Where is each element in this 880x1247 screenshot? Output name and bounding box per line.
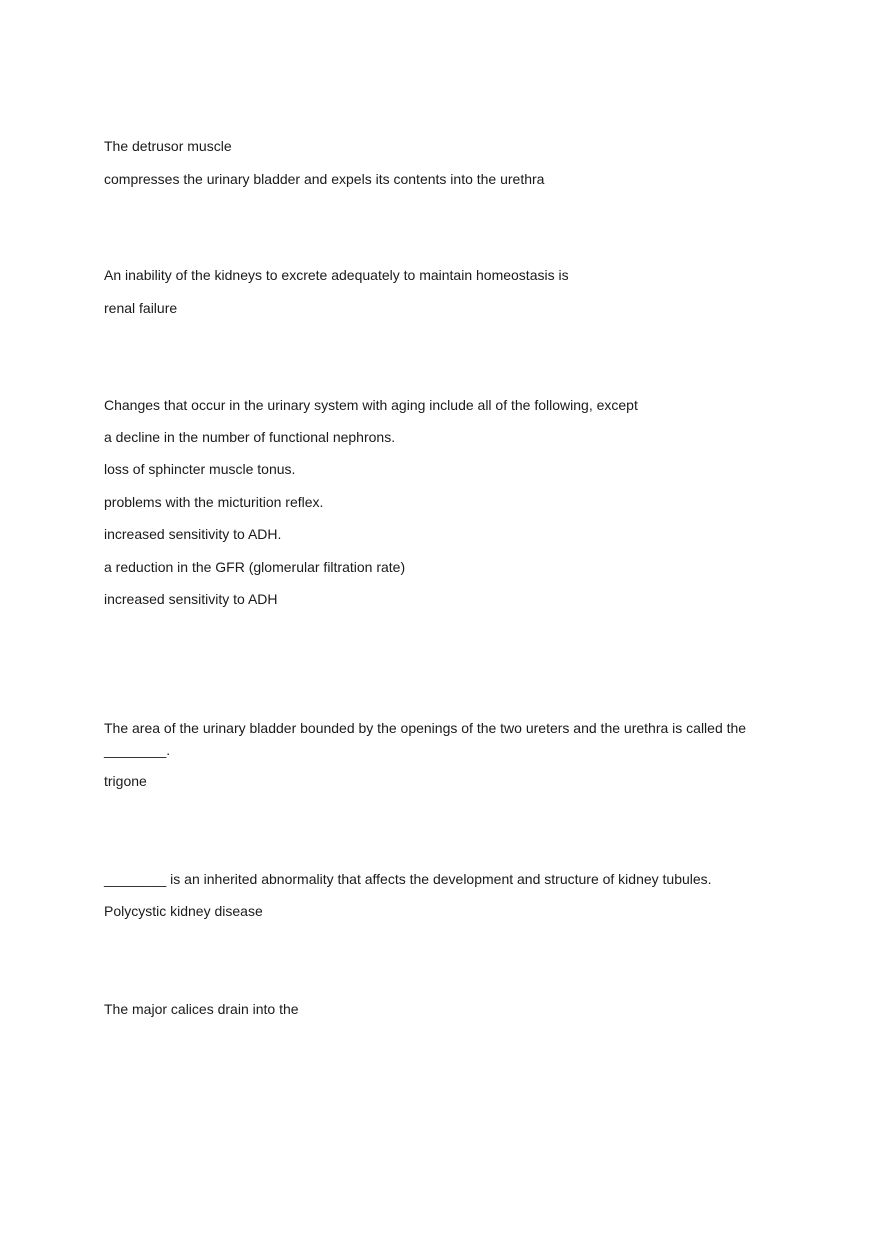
answer-option: a reduction in the GFR (glomerular filtration rate) <box>104 559 406 575</box>
answer-text: Polycystic kidney disease <box>104 903 263 919</box>
question-text: Changes that occur in the urinary system with aging include all of the following, except <box>104 397 638 413</box>
question-text: The area of the urinary bladder bounded by the openings of the two ureters and the urethra is called the ________. <box>104 720 747 758</box>
answer-option: a decline in the number of functional nephrons. <box>104 429 396 445</box>
answer-option: problems with the micturition reflex. <box>104 494 324 510</box>
answer-option: loss of sphincter muscle tonus. <box>104 461 296 477</box>
question-text: An inability of the kidneys to excrete adequately to maintain homeostasis is <box>104 267 569 283</box>
answer-text: trigone <box>104 773 147 789</box>
answer-option: increased sensitivity to ADH. <box>104 526 282 542</box>
answer-text: increased sensitivity to ADH <box>104 591 278 607</box>
answer-text: renal failure <box>104 300 178 316</box>
question-text: The major calices drain into the <box>104 1001 299 1017</box>
question-text: ________ is an inherited abnormality that affects the development and structure of kidney tubules. <box>104 871 712 887</box>
answer-text: compresses the urinary bladder and expels its contents into the urethra <box>104 171 545 187</box>
question-text: The detrusor muscle <box>104 138 232 154</box>
